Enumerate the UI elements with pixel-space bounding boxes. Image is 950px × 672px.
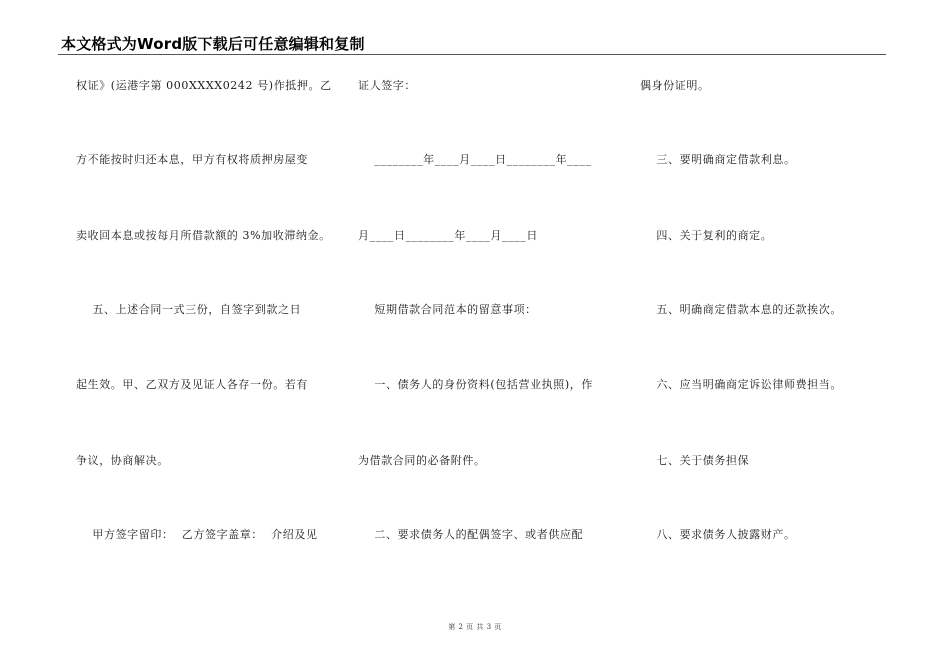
text-line: 短期借款合同范本的留意事项： <box>358 303 537 316</box>
text-line: 二、要求债务人的配偶签字、或者供应配 <box>358 528 584 541</box>
text-column-3 <box>640 0 890 672</box>
page-number-footer: 第 2 页 共 3 页 <box>448 623 502 631</box>
text-line: 证人签字： <box>358 79 416 92</box>
text-line: 为借款合同的必备附件。 <box>358 454 486 467</box>
text-column-2 <box>358 0 618 672</box>
text-line: 争议，协商解决。 <box>76 454 169 467</box>
text-column-1 <box>76 0 346 672</box>
text-line: 六、应当明确商定诉讼律师费担当。 <box>640 378 842 391</box>
text-line: 方不能按时归还本息，甲方有权将质押房屋变 <box>76 153 308 166</box>
text-line: 五、上述合同一式三份，自签字到款之日 <box>76 303 302 316</box>
text-line: 卖收回本息或按每月所借款额的 3%加收滞纳金。 <box>76 229 331 242</box>
text-line: 权证》(运港字第 000XXXX0242 号)作抵押。乙 <box>76 79 332 92</box>
text-line: 四、关于复利的商定。 <box>640 229 773 242</box>
text-line: 甲方签字留印： 乙方签字盖章： 介绍及见 <box>76 528 318 541</box>
text-line: 月____日________年____月____日 <box>358 229 538 242</box>
text-line: 起生效。甲、乙双方及见证人各存一份。若有 <box>76 378 308 391</box>
text-line: 三、要明确商定借款利息。 <box>640 153 796 166</box>
text-line: 偶身份证明。 <box>640 79 710 92</box>
text-line: 一、债务人的身份资料(包括营业执照)，作 <box>358 378 593 391</box>
header-title: 本文格式为Word版下载后可任意编辑和复制 <box>61 35 365 53</box>
text-line: 八、要求债务人披露财产。 <box>640 528 796 541</box>
text-line: ________年____月____日________年____ <box>358 153 592 166</box>
text-line: 五、明确商定借款本息的还款挨次。 <box>640 303 842 316</box>
text-line: 七、关于债务担保 <box>640 454 750 467</box>
